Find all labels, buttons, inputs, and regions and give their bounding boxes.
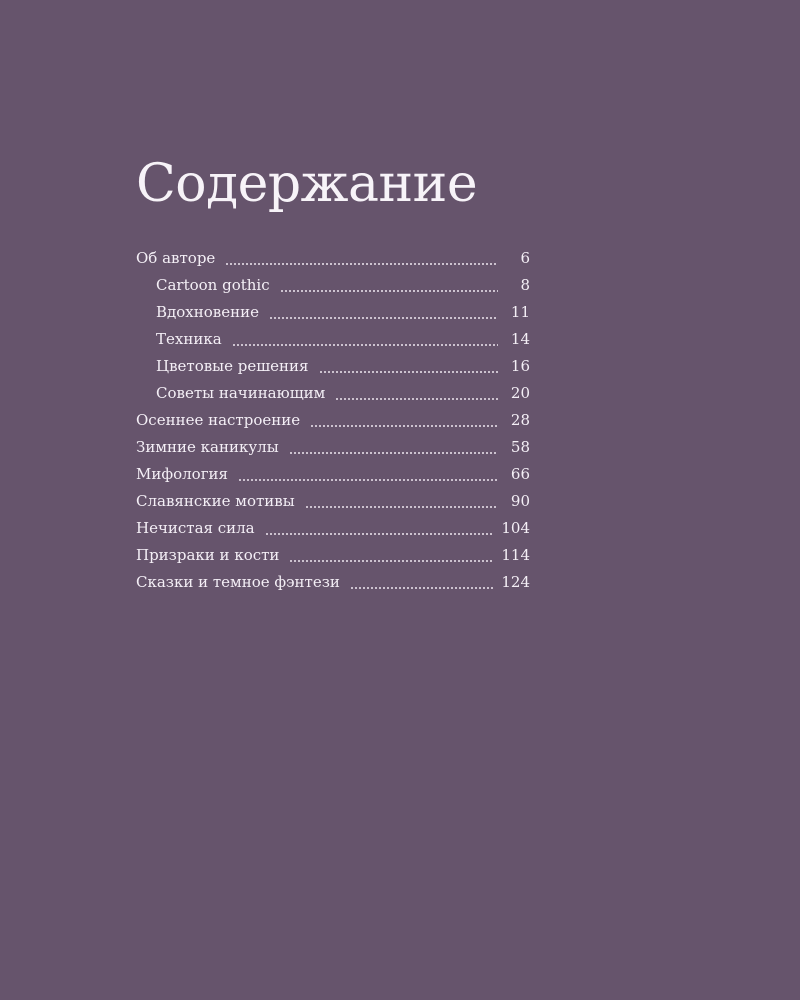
toc-item-sovety-nachinayushchim[interactable] — [136, 380, 530, 407]
toc-item-osennee-nastroenie[interactable] — [136, 407, 530, 434]
toc-item-page-number: 6 — [520, 249, 530, 267]
toc-item-mifologiya[interactable] — [136, 461, 530, 488]
toc-item-label: Техника — [156, 330, 222, 348]
toc-item-label: Об авторе — [136, 249, 216, 267]
dot-leader — [265, 533, 494, 535]
toc-item-label: Цветовые решения — [156, 357, 309, 375]
toc-item-page-number: 66 — [510, 465, 530, 483]
toc-item-vdokhnovenie[interactable] — [136, 299, 530, 326]
table-of-contents — [136, 245, 530, 596]
toc-item-zimnie-kanikuly[interactable] — [136, 434, 530, 461]
dot-leader — [225, 263, 498, 265]
toc-item-page-number: 58 — [510, 438, 530, 456]
toc-item-label: Сказки и темное фэнтези — [136, 573, 340, 591]
toc-item-nechistaya-sila[interactable] — [136, 515, 530, 542]
toc-item-label: Вдохновение — [156, 303, 259, 321]
toc-item-page-number: 11 — [510, 303, 530, 321]
toc-item-tekhnika[interactable] — [136, 326, 530, 353]
toc-item-page-number: 104 — [501, 519, 530, 537]
dot-leader — [319, 371, 498, 373]
toc-item-label: Советы начинающим — [156, 384, 326, 402]
dot-leader — [280, 290, 498, 292]
toc-item-page-number: 90 — [510, 492, 530, 510]
dot-leader — [238, 479, 498, 481]
toc-item-prizraki-i-kosti[interactable] — [136, 542, 530, 569]
toc-item-ob-avtore[interactable] — [136, 245, 530, 272]
toc-item-page-number: 14 — [510, 330, 530, 348]
toc-item-page-number: 28 — [510, 411, 530, 429]
dot-leader — [289, 560, 493, 562]
dot-leader — [350, 587, 493, 589]
toc-item-label: Нечистая сила — [136, 519, 255, 537]
dot-leader — [232, 344, 498, 346]
toc-item-tsvetovye-resheniya[interactable] — [136, 353, 530, 380]
toc-item-skazki-i-temnoe-fentezi[interactable] — [136, 569, 530, 596]
dot-leader — [269, 317, 498, 319]
toc-item-page-number: 124 — [501, 573, 530, 591]
toc-item-label: Мифология — [136, 465, 229, 483]
dot-leader — [335, 398, 498, 400]
toc-item-page-number: 114 — [501, 546, 530, 564]
page-title: Содержание — [136, 154, 478, 214]
toc-item-cartoon-gothic[interactable] — [136, 272, 530, 299]
toc-item-label: Славянские мотивы — [136, 492, 295, 510]
dot-leader — [310, 425, 498, 427]
toc-item-page-number: 20 — [510, 384, 530, 402]
toc-item-label: Призраки и кости — [136, 546, 280, 564]
toc-item-label: Осеннее настроение — [136, 411, 301, 429]
toc-item-slavyanskie-motivy[interactable] — [136, 488, 530, 515]
toc-item-label: Cartoon gothic — [156, 276, 270, 294]
dot-leader — [289, 452, 498, 454]
toc-item-page-number: 8 — [520, 276, 530, 294]
toc-item-label: Зимние каникулы — [136, 438, 279, 456]
dot-leader — [305, 506, 498, 508]
toc-item-page-number: 16 — [510, 357, 530, 375]
